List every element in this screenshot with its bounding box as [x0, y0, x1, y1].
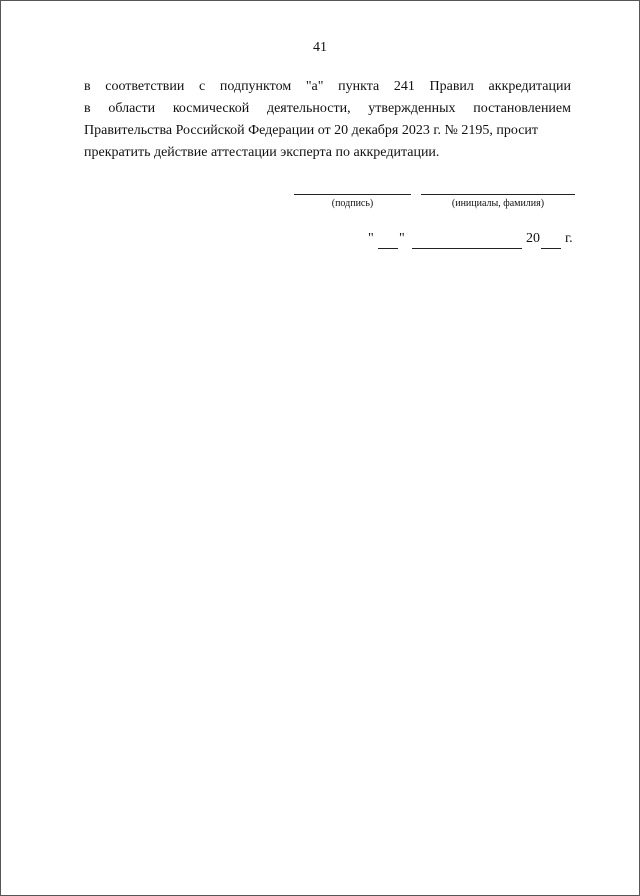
year-blank-line [541, 248, 561, 249]
paragraph-line: Правительства Российской Федерации от 20 декабря 2023 г. № 2195, просит [84, 123, 539, 138]
paragraph-line: в области космической деятельности, утвержденных постановлением [84, 101, 571, 116]
page-number: 41 [313, 40, 327, 55]
day-blank-line [378, 248, 398, 249]
paragraph-line: в соответствии с подпунктом "а" пункта 241 Правил аккредитации [84, 79, 571, 94]
name-line [421, 194, 575, 195]
year-suffix: г. [565, 231, 573, 246]
year-prefix: 20 [526, 231, 540, 246]
date-close-quote: " [399, 231, 405, 246]
signature-caption: (подпись) [331, 198, 374, 209]
name-caption: (инициалы, фамилия) [451, 198, 545, 209]
signature-line [294, 194, 411, 195]
month-blank-line [412, 248, 522, 249]
body-paragraph [84, 76, 571, 164]
date-row [368, 231, 578, 253]
date-open-quote: " [368, 231, 374, 246]
paragraph-line: прекратить действие аттестации эксперта по аккредитации. [84, 145, 440, 160]
